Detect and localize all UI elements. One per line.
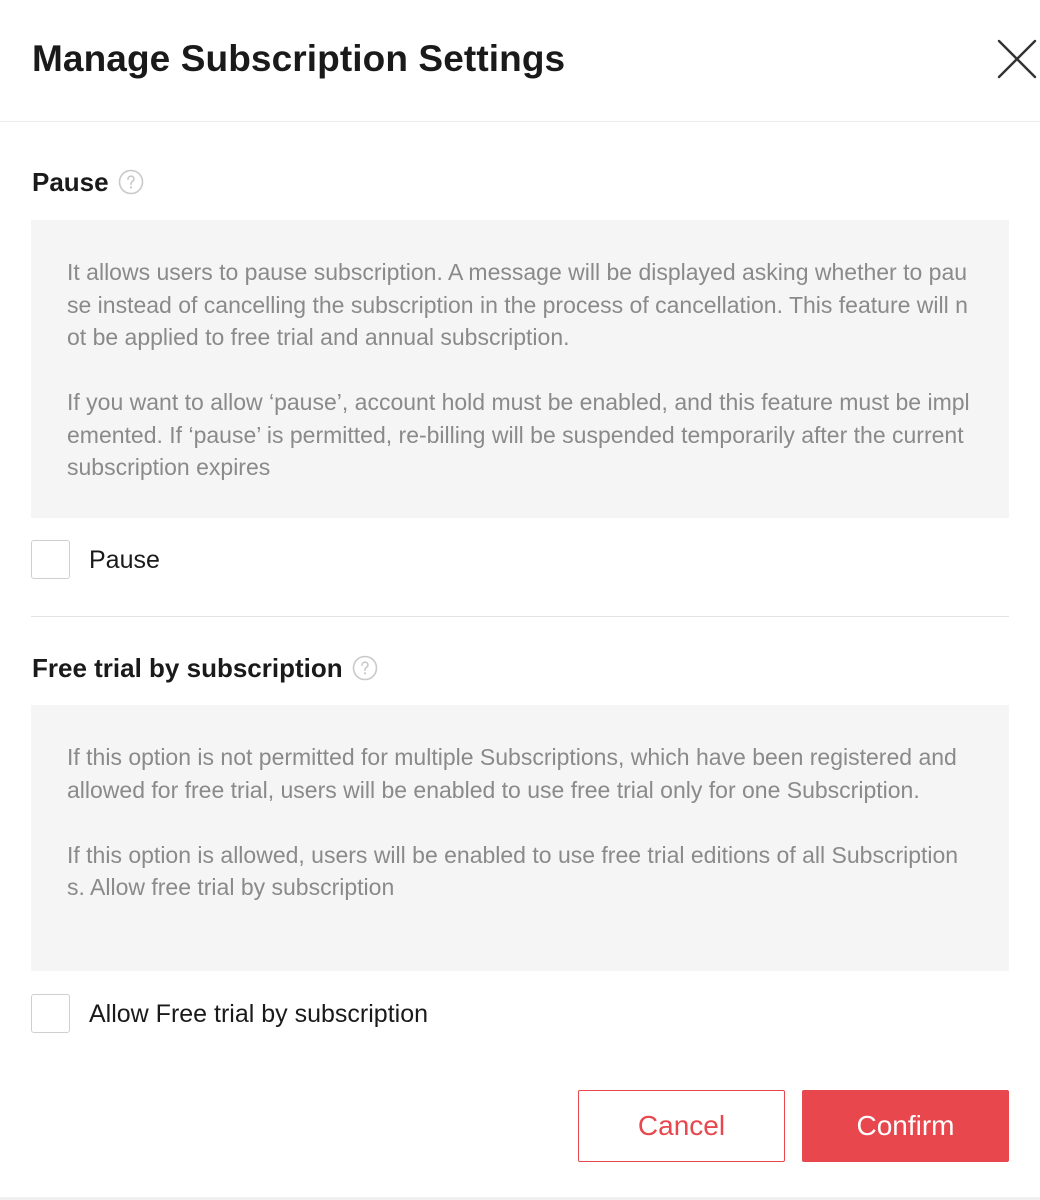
- pause-checkbox-row[interactable]: [31, 540, 160, 579]
- free-trial-checkbox-row[interactable]: [31, 994, 428, 1033]
- dialog-header: [0, 0, 1040, 122]
- cancel-button[interactable]: Cancel: [578, 1090, 785, 1162]
- free-trial-description-1: If this option is not permitted for multiple Subscriptions, which have been registered and allowed for free trial, users will be enabled to use free trial only for one Subscription.: [67, 744, 957, 803]
- pause-checkbox[interactable]: [31, 540, 70, 579]
- free-trial-help-button[interactable]: [352, 655, 378, 681]
- pause-section-title: [32, 165, 144, 199]
- pause-info-box: [31, 220, 1009, 518]
- pause-description-1: It allows users to pause subscription. A message will be displayed asking whether to pause instead of cancelling the subscription in the process of cancellation. This feature will not be applied to free trial and annual subscription.: [67, 259, 968, 350]
- confirm-button[interactable]: Confirm: [802, 1090, 1009, 1162]
- free-trial-checkbox-label[interactable]: Allow Free trial by subscription: [89, 999, 429, 1028]
- section-divider: [31, 616, 1009, 617]
- close-button[interactable]: [994, 36, 1040, 82]
- free-trial-section-heading: Free trial by subscription: [32, 653, 343, 683]
- pause-section-heading: Pause: [32, 167, 109, 197]
- question-circle-icon: [118, 169, 144, 195]
- close-icon: [994, 36, 1040, 82]
- free-trial-info-box: [31, 705, 1009, 971]
- free-trial-checkbox[interactable]: [31, 994, 70, 1033]
- pause-checkbox-label[interactable]: Pause: [89, 545, 160, 574]
- free-trial-section-title: [32, 651, 378, 685]
- dialog-title: Manage Subscription Settings: [32, 38, 566, 79]
- question-circle-icon: [352, 655, 378, 681]
- pause-help-button[interactable]: [118, 169, 144, 195]
- free-trial-description-2: If this option is allowed, users will be enabled to use free trial editions of all Subscriptions. Allow free trial by subscription: [67, 841, 959, 900]
- pause-description-2: If you want to allow ‘pause’, account hold must be enabled, and this feature must be implemented. If ‘pause’ is permitted, re-billing will be suspended temporarily after the current subscription expires: [67, 389, 970, 480]
